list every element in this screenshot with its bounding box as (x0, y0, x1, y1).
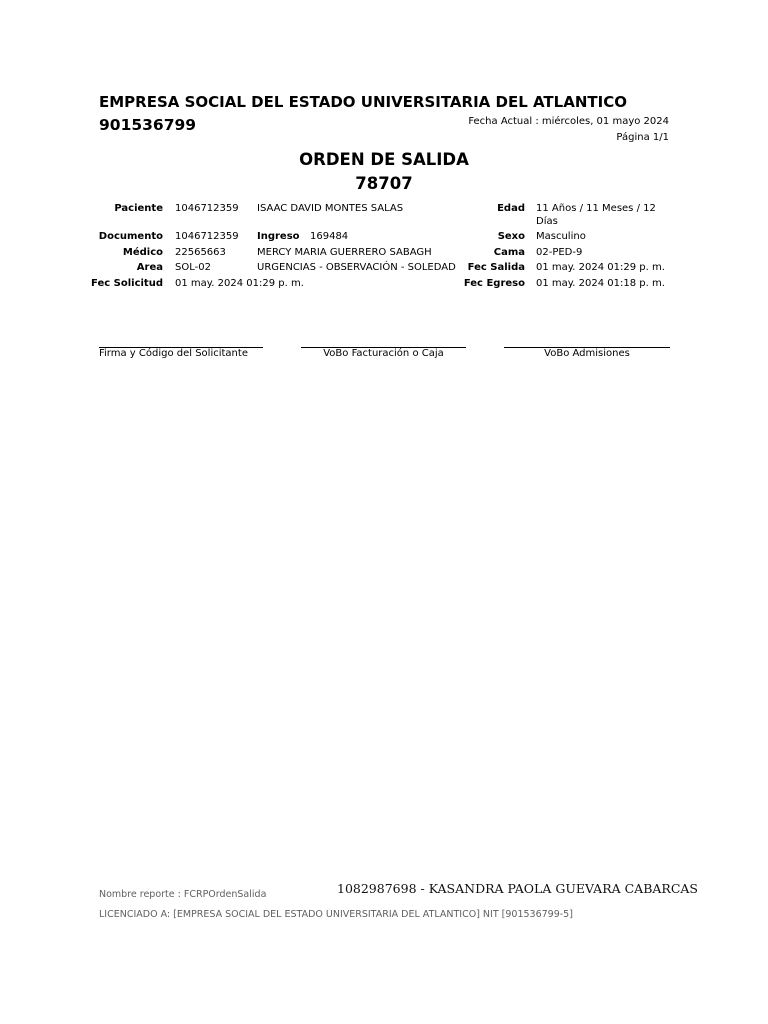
signature-label-admisiones: VoBo Admisiones (544, 348, 630, 359)
current-date: Fecha Actual : miércoles, 01 mayo 2024 (468, 116, 669, 127)
ingreso-label: Ingreso (257, 231, 300, 242)
sexo-value: Masculino (536, 231, 586, 242)
ingreso-value: 169484 (310, 231, 349, 242)
report-name: Nombre reporte : FCRPOrdenSalida (99, 889, 267, 900)
fec-salida-label: Fec Salida (467, 262, 525, 273)
area-code: SOL-02 (175, 262, 211, 273)
cama-label: Cama (493, 247, 525, 258)
medico-name: MERCY MARIA GUERRERO SABAGH (257, 247, 432, 258)
sexo-label: Sexo (497, 231, 525, 242)
license-text: LICENCIADO A: [EMPRESA SOCIAL DEL ESTADO UNIVERSITARIA DEL ATLANTICO] NIT [901536799-5] (99, 909, 573, 920)
edad-label: Edad (497, 203, 525, 214)
order-number: 78707 (355, 174, 413, 193)
documento-value: 1046712359 (175, 231, 239, 242)
documento-label: Documento (98, 231, 163, 242)
fec-solicitud-label: Fec Solicitud (91, 278, 163, 289)
fec-egreso-value: 01 may. 2024 01:18 p. m. (536, 278, 665, 289)
area-label: Area (136, 262, 163, 273)
user-signature: 1082987698 - KASANDRA PAOLA GUEVARA CABARCAS (337, 881, 698, 896)
cama-value: 02-PED-9 (536, 247, 583, 258)
medico-id: 22565663 (175, 247, 226, 258)
document-title: ORDEN DE SALIDA (299, 150, 469, 169)
edad-value-line1: 11 Años / 11 Meses / 12 (536, 203, 656, 214)
company-nit: 901536799 (99, 116, 197, 134)
paciente-label: Paciente (114, 203, 163, 214)
paciente-name: ISAAC DAVID MONTES SALAS (257, 203, 404, 214)
fec-egreso-label: Fec Egreso (463, 278, 525, 289)
medico-label: Médico (122, 247, 163, 258)
edad-value-line2: Días (536, 216, 558, 227)
area-name: URGENCIAS - OBSERVACIÓN - SOLEDAD (257, 262, 456, 273)
page-number: Página 1/1 (616, 132, 669, 143)
fec-solicitud-value: 01 may. 2024 01:29 p. m. (175, 278, 304, 289)
signature-label-solicitante: Firma y Código del Solicitante (99, 348, 248, 359)
company-name: EMPRESA SOCIAL DEL ESTADO UNIVERSITARIA DEL ATLANTICO (99, 93, 627, 111)
signature-label-facturacion: VoBo Facturación o Caja (323, 348, 444, 359)
fec-salida-value: 01 may. 2024 01:29 p. m. (536, 262, 665, 273)
paciente-id: 1046712359 (175, 203, 239, 214)
